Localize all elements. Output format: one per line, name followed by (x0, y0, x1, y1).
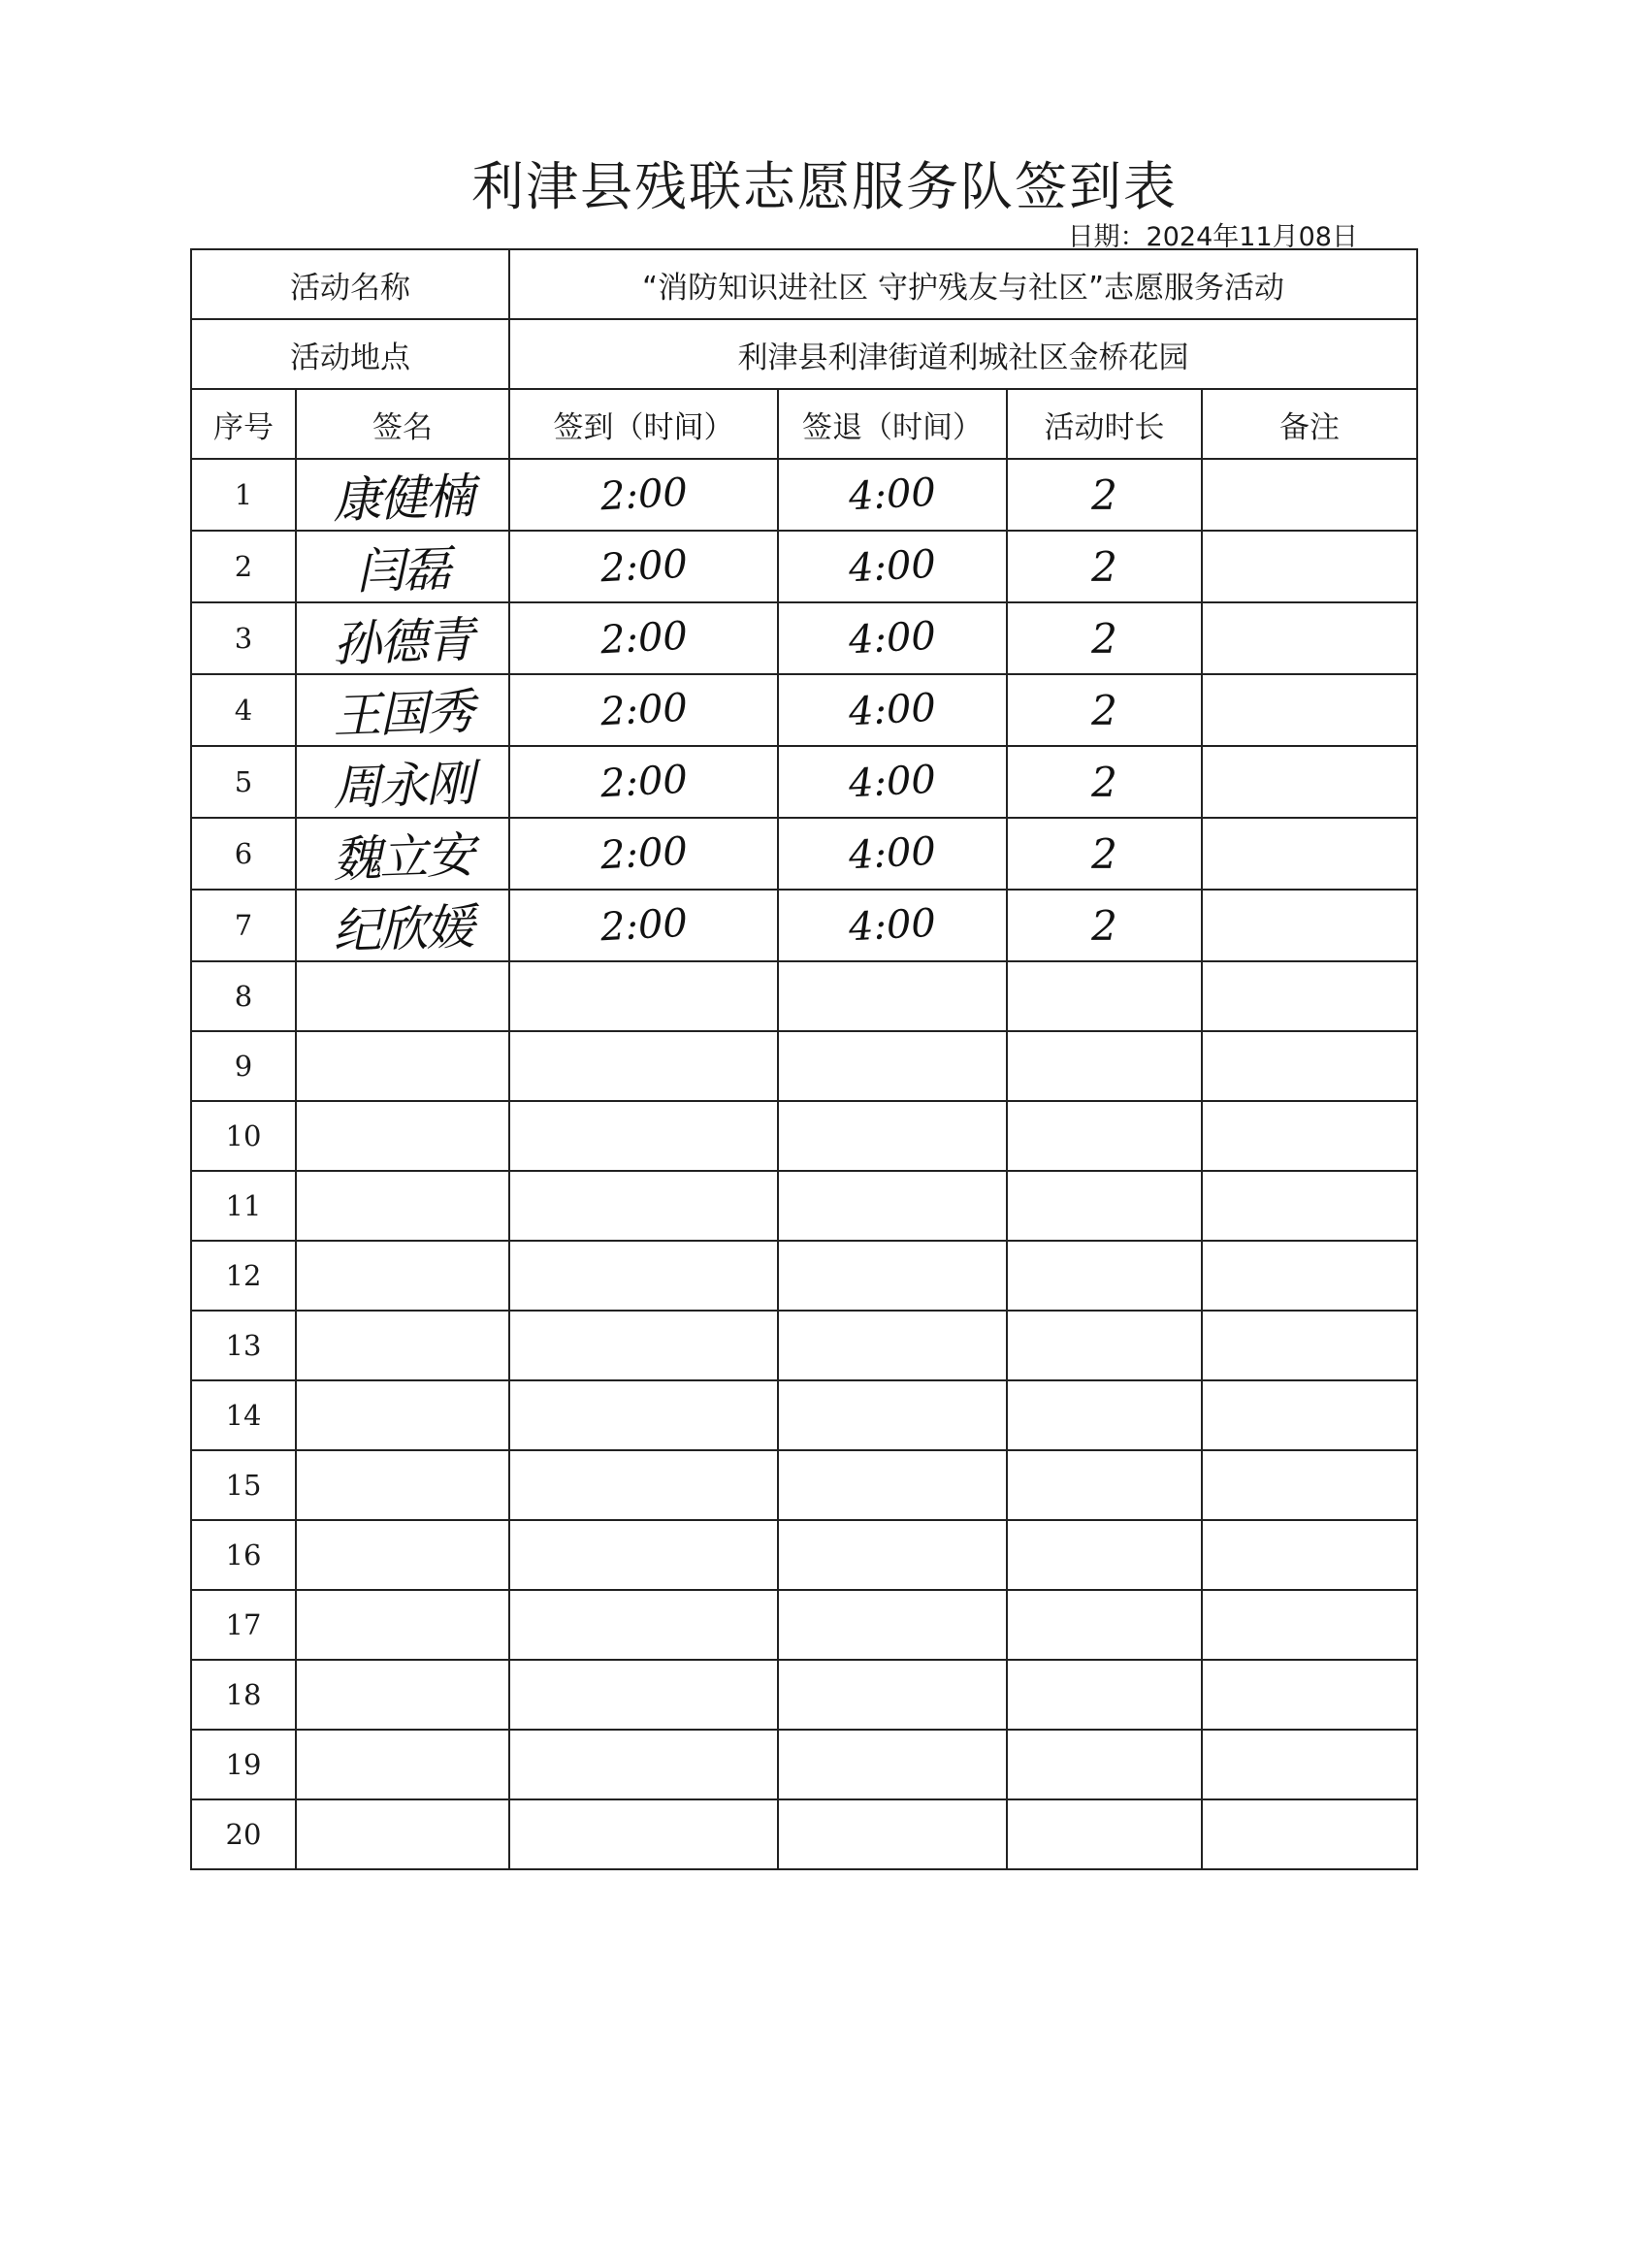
signature: 周永刚 (332, 755, 474, 817)
note-cell (1202, 1799, 1417, 1869)
duration: 2 (1091, 542, 1117, 591)
signature-cell (296, 1101, 509, 1171)
duration: 2 (1091, 829, 1117, 878)
duration-cell (1007, 674, 1202, 746)
signature-cell (296, 602, 509, 674)
sign-in-time-cell (509, 1799, 778, 1869)
signature: 康健楠 (332, 468, 474, 530)
signature: 孙德青 (332, 611, 474, 673)
sign-out-time-cell (778, 1241, 1007, 1311)
signature-cell (296, 890, 509, 961)
signature-cell (296, 1590, 509, 1660)
row-number-cell: 19 (191, 1730, 296, 1799)
column-header-sign-out: 签退（时间） (778, 389, 1007, 459)
row-number-cell: 3 (191, 602, 296, 674)
sign-out-time-cell (778, 602, 1007, 674)
sign-in-time-cell (509, 1520, 778, 1590)
sign-in-time-cell (509, 1311, 778, 1380)
sign-in-time: 2:00 (598, 685, 689, 735)
table-row (191, 1520, 1417, 1590)
sign-in-time-cell (509, 1171, 778, 1241)
sign-out-time-cell (778, 1311, 1007, 1380)
sign-in-time: 2:00 (598, 757, 689, 807)
activity-name-label: 活动名称 (191, 249, 509, 319)
sign-out-time-cell (778, 961, 1007, 1031)
note-cell (1202, 1031, 1417, 1101)
sign-out-time-cell (778, 1380, 1007, 1450)
row-number-cell: 12 (191, 1241, 296, 1311)
column-header-row (191, 389, 1417, 459)
sign-in-time: 2:00 (598, 613, 689, 664)
table-row (191, 1311, 1417, 1380)
sign-out-time-cell (778, 1660, 1007, 1730)
duration: 2 (1091, 614, 1117, 663)
sign-in-time-cell (509, 890, 778, 961)
table-row (191, 1730, 1417, 1799)
sign-in-time-cell (509, 602, 778, 674)
note-cell (1202, 1450, 1417, 1520)
duration-cell (1007, 1730, 1202, 1799)
sign-out-time-cell (778, 1799, 1007, 1869)
sign-out-time: 4:00 (847, 757, 938, 807)
duration-cell (1007, 459, 1202, 531)
sign-in-time: 2:00 (598, 541, 689, 592)
note-cell (1202, 1730, 1417, 1799)
note-cell (1202, 1311, 1417, 1380)
row-number-cell: 17 (191, 1590, 296, 1660)
sign-in-time-cell (509, 1241, 778, 1311)
row-number-cell: 18 (191, 1660, 296, 1730)
sign-in-time-cell (509, 674, 778, 746)
signature: 纪欣媛 (332, 898, 474, 960)
sign-out-time-cell (778, 1450, 1007, 1520)
table-row (191, 1101, 1417, 1171)
signature: 闫磊 (355, 540, 451, 600)
sign-out-time: 4:00 (847, 613, 938, 664)
table-row (191, 890, 1417, 961)
row-number-cell: 15 (191, 1450, 296, 1520)
duration-cell (1007, 961, 1202, 1031)
row-number-cell: 14 (191, 1380, 296, 1450)
date-label: 日期：2024年11月08日 (1067, 222, 1358, 252)
note-cell (1202, 602, 1417, 674)
note-cell (1202, 1171, 1417, 1241)
signature-cell (296, 1031, 509, 1101)
duration-cell (1007, 1101, 1202, 1171)
sign-out-time-cell (778, 1101, 1007, 1171)
column-header-sign-in: 签到（时间） (509, 389, 778, 459)
note-cell (1202, 1660, 1417, 1730)
column-header-duration: 活动时长 (1007, 389, 1202, 459)
duration-cell (1007, 1171, 1202, 1241)
note-cell (1202, 1101, 1417, 1171)
sign-in-time-cell (509, 1101, 778, 1171)
sign-out-time-cell (778, 1730, 1007, 1799)
sign-in-time-cell (509, 1590, 778, 1660)
duration-cell (1007, 890, 1202, 961)
row-number-cell: 9 (191, 1031, 296, 1101)
sign-in-table (190, 248, 1418, 1870)
signature-cell (296, 1311, 509, 1380)
sign-in-time-cell (509, 1660, 778, 1730)
row-number-cell: 20 (191, 1799, 296, 1869)
note-cell (1202, 1380, 1417, 1450)
duration-cell (1007, 1660, 1202, 1730)
sign-out-time-cell (778, 674, 1007, 746)
row-number-cell: 5 (191, 746, 296, 818)
row-number-cell: 4 (191, 674, 296, 746)
sign-out-time: 4:00 (847, 470, 938, 520)
duration-cell (1007, 818, 1202, 890)
sign-out-time-cell (778, 1520, 1007, 1590)
sign-in-time-cell (509, 961, 778, 1031)
duration: 2 (1091, 470, 1117, 519)
note-cell (1202, 961, 1417, 1031)
signature-cell (296, 1799, 509, 1869)
signature-cell (296, 459, 509, 531)
activity-place-label: 活动地点 (191, 319, 509, 389)
column-header-signature: 签名 (296, 389, 509, 459)
duration-cell (1007, 1450, 1202, 1520)
sign-out-time: 4:00 (847, 541, 938, 592)
sign-out-time-cell (778, 459, 1007, 531)
sign-in-time-cell (509, 1031, 778, 1101)
table-row (191, 459, 1417, 531)
table-row (191, 602, 1417, 674)
row-number-cell: 1 (191, 459, 296, 531)
table-body (191, 249, 1417, 1869)
table-row (191, 674, 1417, 746)
table-row (191, 1380, 1417, 1450)
note-cell (1202, 1590, 1417, 1660)
note-cell (1202, 459, 1417, 531)
duration-cell (1007, 1590, 1202, 1660)
signature-cell (296, 674, 509, 746)
note-cell (1202, 1241, 1417, 1311)
signature-cell (296, 1730, 509, 1799)
sign-out-time-cell (778, 746, 1007, 818)
duration-cell (1007, 1031, 1202, 1101)
column-header-no: 序号 (191, 389, 296, 459)
signature-cell (296, 818, 509, 890)
table-row (191, 1031, 1417, 1101)
sign-in-time: 2:00 (598, 828, 689, 879)
table-row (191, 746, 1417, 818)
note-cell (1202, 1520, 1417, 1590)
table-row (191, 1660, 1417, 1730)
table-row (191, 1799, 1417, 1869)
row-number-cell: 2 (191, 531, 296, 602)
sign-out-time-cell (778, 890, 1007, 961)
info-row-activity-place (191, 319, 1417, 389)
page-title: 利津县残联志愿服务队签到表 (471, 156, 1178, 217)
note-cell (1202, 818, 1417, 890)
sign-in-time-cell (509, 459, 778, 531)
signature-cell (296, 1520, 509, 1590)
signature: 王国秀 (332, 683, 474, 745)
duration-cell (1007, 1311, 1202, 1380)
info-row-activity-name (191, 249, 1417, 319)
sign-in-time-cell (509, 1380, 778, 1450)
table-row (191, 818, 1417, 890)
sign-out-time: 4:00 (847, 685, 938, 735)
row-number-cell: 7 (191, 890, 296, 961)
table-row (191, 1590, 1417, 1660)
activity-name-value: “消防知识进社区 守护残友与社区”志愿服务活动 (509, 249, 1417, 319)
sign-in-time-cell (509, 1450, 778, 1520)
sign-out-time-cell (778, 1590, 1007, 1660)
sign-in-time-cell (509, 1730, 778, 1799)
signature-cell (296, 746, 509, 818)
row-number-cell: 10 (191, 1101, 296, 1171)
row-number-cell: 8 (191, 961, 296, 1031)
signature: 魏立安 (332, 826, 474, 889)
signature-cell (296, 1660, 509, 1730)
row-number-cell: 6 (191, 818, 296, 890)
note-cell (1202, 746, 1417, 818)
row-number-cell: 16 (191, 1520, 296, 1590)
signature-cell (296, 1171, 509, 1241)
signature-cell (296, 1241, 509, 1311)
sign-out-time: 4:00 (847, 828, 938, 879)
row-number-cell: 13 (191, 1311, 296, 1380)
duration-cell (1007, 1799, 1202, 1869)
sign-in-time: 2:00 (598, 470, 689, 520)
table-row (191, 1241, 1417, 1311)
signature-cell (296, 961, 509, 1031)
duration: 2 (1091, 686, 1117, 734)
sign-out-time-cell (778, 818, 1007, 890)
duration-cell (1007, 746, 1202, 818)
sign-in-time: 2:00 (598, 900, 689, 951)
sign-out-time-cell (778, 1031, 1007, 1101)
sign-in-time-cell (509, 531, 778, 602)
duration-cell (1007, 1380, 1202, 1450)
sign-out-time-cell (778, 1171, 1007, 1241)
duration-cell (1007, 602, 1202, 674)
sign-in-time-cell (509, 818, 778, 890)
table-row (191, 1171, 1417, 1241)
table-row (191, 961, 1417, 1031)
duration: 2 (1091, 758, 1117, 806)
signature-cell (296, 531, 509, 602)
signature-cell (296, 1450, 509, 1520)
signature-cell (296, 1380, 509, 1450)
row-number-cell: 11 (191, 1171, 296, 1241)
note-cell (1202, 890, 1417, 961)
note-cell (1202, 531, 1417, 602)
duration-cell (1007, 1241, 1202, 1311)
table-row (191, 531, 1417, 602)
activity-place-value: 利津县利津街道利城社区金桥花园 (509, 319, 1417, 389)
duration: 2 (1091, 901, 1117, 950)
column-header-note: 备注 (1202, 389, 1417, 459)
note-cell (1202, 674, 1417, 746)
sign-out-time-cell (778, 531, 1007, 602)
sign-out-time: 4:00 (847, 900, 938, 951)
sign-in-time-cell (509, 746, 778, 818)
duration-cell (1007, 1520, 1202, 1590)
table-row (191, 1450, 1417, 1520)
duration-cell (1007, 531, 1202, 602)
